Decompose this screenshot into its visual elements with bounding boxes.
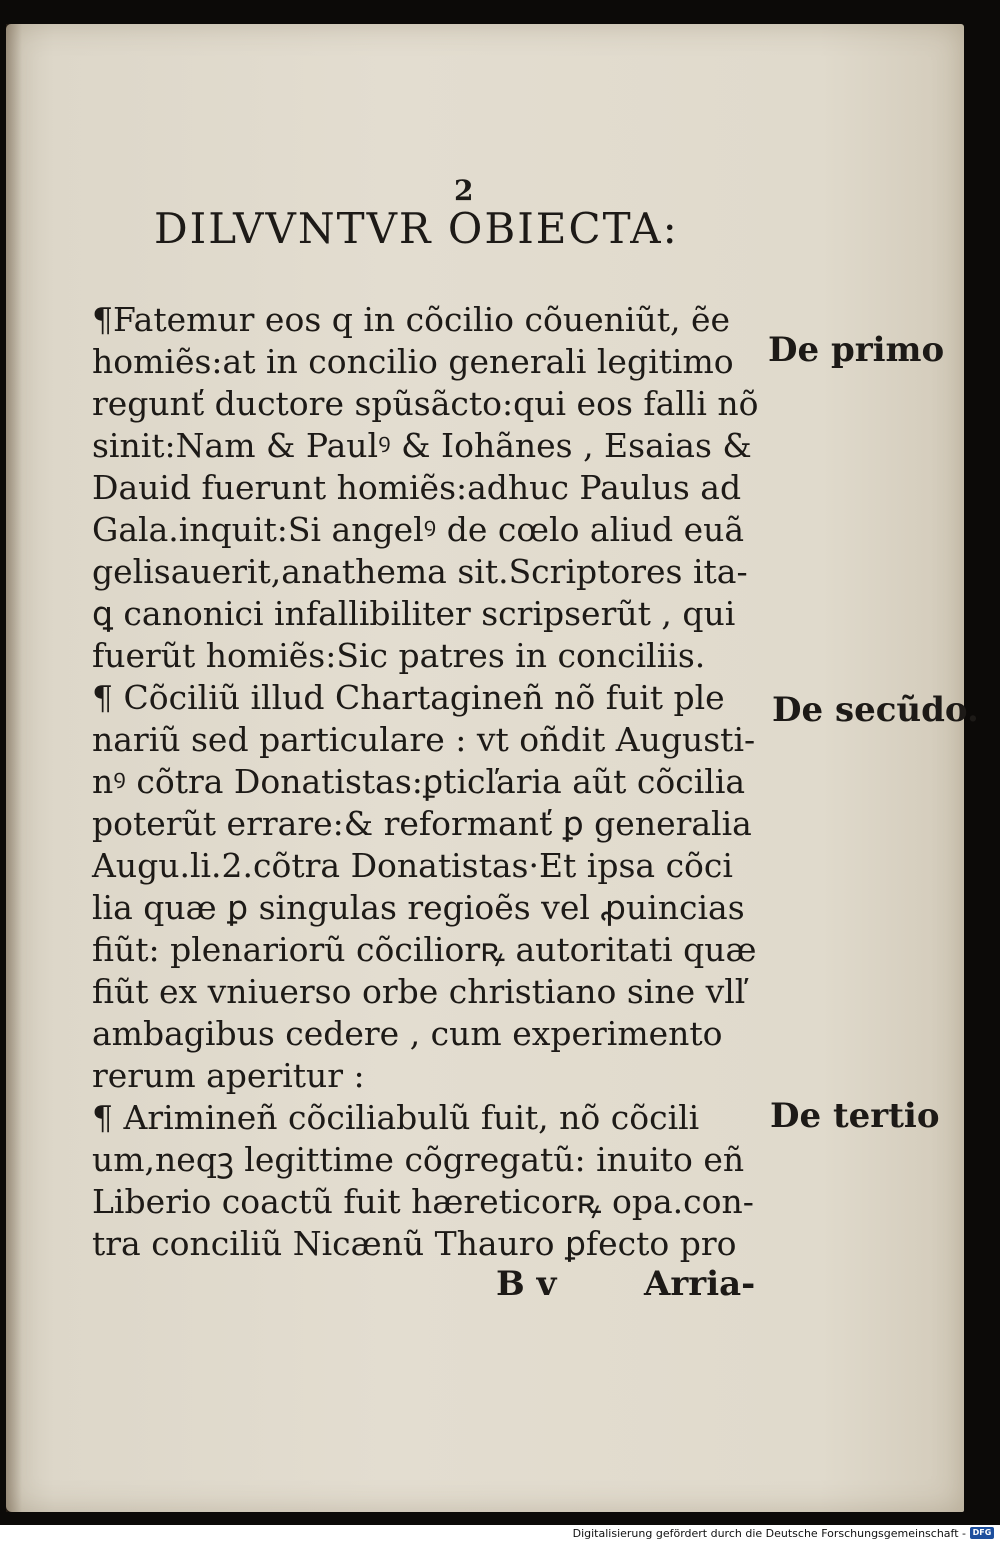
book-page — [6, 24, 979, 1512]
text-line: fiũt: plenariorũ cõciliorꝶ autoritati quæ — [92, 930, 757, 969]
dfg-logo-text: DFG — [972, 1528, 992, 1537]
text-line: fiũt ex vniuerso orbe christiano sine vlľ — [92, 972, 746, 1011]
text-line: homiẽs:at in concilio generali legitimo — [92, 342, 734, 381]
text-line: ꝗ canonici infallibiliter scripserũt , qui — [92, 594, 736, 633]
text-line: nariũ sed particulare : vt oñdit Augusti- — [92, 720, 756, 759]
text-line: poterũt errare:& reformanť ꝑ generalia — [92, 804, 752, 843]
page-number: 2 — [454, 174, 474, 207]
text-line: ambagibus cedere , cum experimento — [92, 1014, 723, 1053]
text-line: Dauid fuerunt homiẽs:adhuc Paulus ad — [92, 468, 742, 507]
text-line: ¶ Arimineñ cõciliabulũ fuit, nõ cõcili — [92, 1098, 700, 1137]
text-line: sinit:Nam & Paulꝰ & Iohãnes , Esaias & — [92, 426, 752, 465]
text-line: um,neqꝫ legittime cõgregatũ: inuito eñ — [92, 1140, 745, 1179]
marginal-note: De primo — [768, 330, 945, 370]
text-line: Augu.li.2.cõtra Donatistas·Et ipsa cõci — [92, 846, 733, 885]
text-line: nꝰ cõtra Donatistas:ꝑticľaria aũt cõcilia — [92, 762, 746, 801]
text-line: regunť ductore spũsãcto:qui eos falli nõ — [92, 384, 759, 423]
catchword: Arria- — [644, 1264, 756, 1304]
marginal-note: De tertio — [770, 1096, 940, 1136]
text-line: gelisauerit,anathema sit.Scriptores ita- — [92, 552, 748, 591]
text-line: Gala.inquit:Si angelꝰ de cœlo aliud euã — [92, 510, 745, 549]
text-line: fuerũt homiẽs:Sic patres in conciliis. — [92, 636, 706, 675]
text-line: rerum aperitur : — [92, 1056, 365, 1095]
text-line: ¶ Cõciliũ illud Chartagineñ nõ fuit ple — [92, 678, 725, 717]
signature-mark: B v — [496, 1264, 557, 1304]
text-line: lia quæ ꝑ singulas regioẽs vel ꝓuincias — [92, 888, 745, 927]
text-line: Liberio coactũ fuit hæreticorꝶ opa.con- — [92, 1182, 754, 1221]
marginal-note: De secũdo. — [772, 690, 979, 730]
page-heading: DILVVNTVR OBIECTA: — [154, 204, 679, 253]
text-line: ¶Fatemur eos q in cõcilio cõueniũt, ẽe — [92, 300, 731, 339]
digitization-credit: Digitalisierung gefördert durch die Deutsche Forschungsgemeinschaft - — [572, 1527, 966, 1540]
text-line: tra conciliũ Nicænũ Thauro ꝑfecto pro — [92, 1224, 737, 1263]
